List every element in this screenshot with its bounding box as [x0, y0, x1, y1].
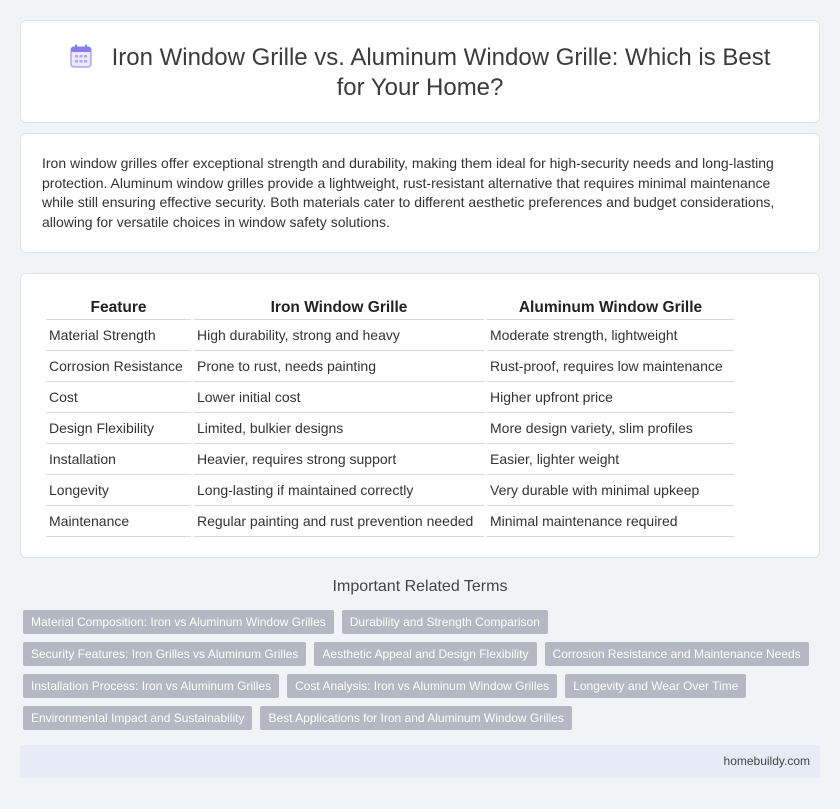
row-feature: Material Strength: [46, 320, 191, 351]
comparison-card: [20, 273, 820, 558]
header-aluminum: Aluminum Window Grille: [487, 296, 734, 320]
term-tag[interactable]: Material Composition: Iron vs Aluminum Window Grilles: [23, 610, 334, 634]
row-feature: Cost: [46, 382, 191, 413]
intro-paragraph: Iron window grilles offer exceptional strength and durability, making them ideal for high-security needs and long-lasting protection. Aluminum window grilles provide a lightweight, rust-resistant alternative that requires minimal maintenance while still ensuring effective security. Both materials cater to different aesthetic preferences and budget considerations, allowing for versatile choices in window safety solutions.: [42, 155, 775, 230]
page-title-wrap: [21, 43, 819, 103]
row-iron: Heavier, requires strong support: [194, 444, 484, 475]
row-iron: Regular painting and rust prevention needed: [194, 506, 484, 537]
table-row: [46, 320, 734, 351]
related-terms-heading: Important Related Terms: [332, 578, 508, 595]
term-tag[interactable]: Cost Analysis: Iron vs Aluminum Window Grilles: [287, 674, 557, 698]
term-tag[interactable]: Best Applications for Iron and Aluminum Window Grilles: [260, 706, 571, 730]
table-row: [46, 382, 734, 413]
row-feature: Corrosion Resistance: [46, 351, 191, 382]
header-iron: Iron Window Grille: [194, 296, 484, 320]
row-feature: Longevity: [46, 475, 191, 506]
table-row: [46, 475, 734, 506]
term-tag[interactable]: Corrosion Resistance and Maintenance Needs: [545, 642, 809, 666]
row-aluminum: More design variety, slim profiles: [487, 413, 734, 444]
term-tag[interactable]: Security Features: Iron Grilles vs Aluminum Grilles: [23, 642, 306, 666]
table-row: [46, 351, 734, 382]
row-aluminum: Higher upfront price: [487, 382, 734, 413]
term-tag[interactable]: Environmental Impact and Sustainability: [23, 706, 252, 730]
footer-site-link[interactable]: homebuildy.com: [723, 754, 810, 768]
footer: [20, 745, 820, 778]
header-feature: Feature: [46, 296, 191, 320]
row-iron: Limited, bulkier designs: [194, 413, 484, 444]
terms-row: [23, 642, 823, 666]
intro-card: [20, 133, 820, 253]
row-feature: Maintenance: [46, 506, 191, 537]
term-tag[interactable]: Aesthetic Appeal and Design Flexibility: [314, 642, 536, 666]
table-row: [46, 444, 734, 475]
row-aluminum: Rust-proof, requires low maintenance: [487, 351, 734, 382]
calendar-icon: [70, 44, 92, 68]
row-aluminum: Moderate strength, lightweight: [487, 320, 734, 351]
title-card: [20, 20, 820, 123]
row-aluminum: Easier, lighter weight: [487, 444, 734, 475]
term-tag[interactable]: Installation Process: Iron vs Aluminum Grilles: [23, 674, 279, 698]
terms-row: [23, 674, 823, 698]
row-aluminum: Minimal maintenance required: [487, 506, 734, 537]
related-terms: [23, 610, 823, 738]
row-iron: Prone to rust, needs painting: [194, 351, 484, 382]
table-row: [46, 506, 734, 537]
row-feature: Installation: [46, 444, 191, 475]
row-feature: Design Flexibility: [46, 413, 191, 444]
terms-row: [23, 706, 823, 730]
term-tag[interactable]: Longevity and Wear Over Time: [565, 674, 746, 698]
table-row: [46, 413, 734, 444]
row-aluminum: Very durable with minimal upkeep: [487, 475, 734, 506]
term-tag[interactable]: Durability and Strength Comparison: [342, 610, 548, 634]
row-iron: High durability, strong and heavy: [194, 320, 484, 351]
table-header-row: [46, 296, 734, 320]
row-iron: Long-lasting if maintained correctly: [194, 475, 484, 506]
row-iron: Lower initial cost: [194, 382, 484, 413]
page-title: Iron Window Grille vs. Aluminum Window Grille: Which is Best for Your Home?: [111, 44, 771, 101]
terms-row: [23, 610, 823, 634]
comparison-table: [43, 296, 737, 537]
